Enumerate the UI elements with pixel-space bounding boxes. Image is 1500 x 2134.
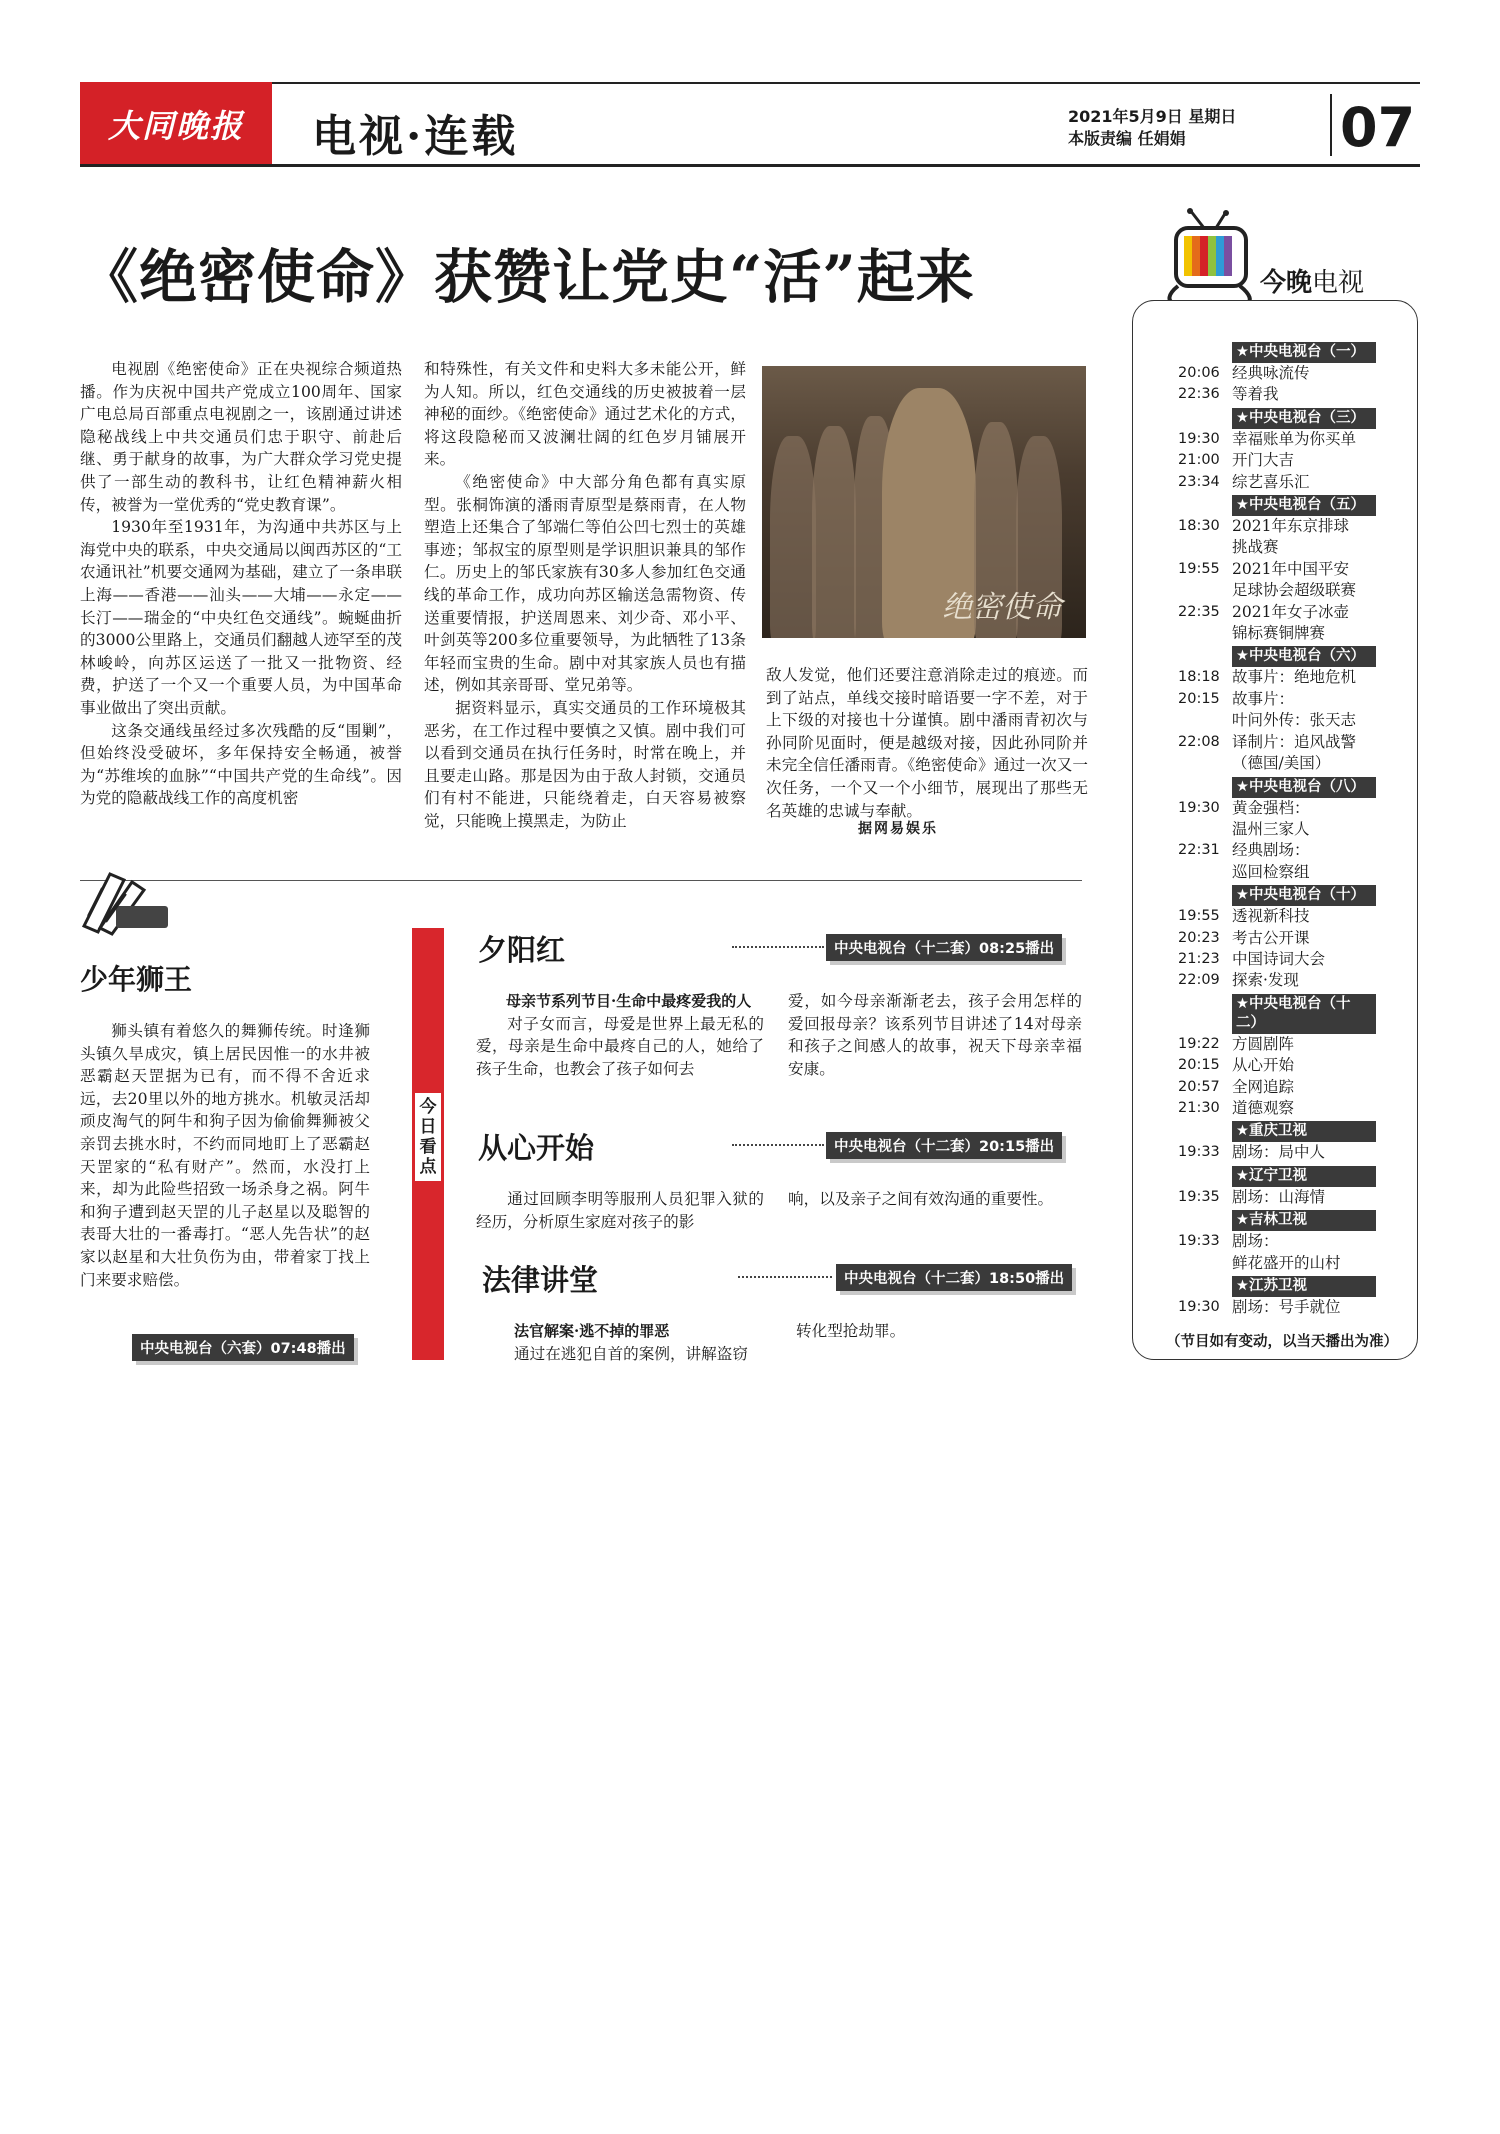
- program-title: 法律讲堂: [482, 1263, 599, 1297]
- page-number: 07: [1340, 96, 1416, 159]
- article-paragraph: 这条交通线虽经过多次残酷的反“围剿”，但始终没受破坏，多年保持安全畅通，被誉为“苏维埃的血脉”“中国共产党的生命线”。因为党的隐蔽战线工作的高度机密: [80, 721, 402, 808]
- program-airtime-tag: 中央电视台（十二套）20:15播出: [826, 1132, 1062, 1159]
- tv-program-time: 19:55: [1178, 560, 1220, 577]
- tv-channel-header: ★江苏卫视: [1232, 1276, 1376, 1297]
- program-airtime-tag: 中央电视台（十二套）08:25播出: [826, 934, 1062, 961]
- program-text-column: [788, 990, 1082, 1080]
- program-text: 通过在逃犯自首的案例，讲解盗窃: [514, 1344, 748, 1363]
- article-credit: 据网易娱乐: [858, 821, 938, 837]
- tv-program-title: 透视新科技: [1232, 907, 1310, 926]
- tv-program-time: 19:33: [1178, 1233, 1220, 1250]
- program-text: 对子女而言，母爱是世界上最无私的爱，母亲是生命中最疼自己的人，她给了孩子生命，也教会了孩子如何去: [476, 1014, 764, 1078]
- tv-program-row: [1160, 862, 1410, 883]
- tv-program-title: 道德观察: [1232, 1098, 1295, 1117]
- tv-program-time: 21:23: [1178, 950, 1220, 967]
- tv-program-time: [1160, 580, 1232, 601]
- tv-program-row: [1160, 363, 1410, 384]
- tv-channel-header: ★中央电视台（五）: [1232, 495, 1376, 516]
- tv-program-title: （德国/美国）: [1232, 754, 1331, 773]
- program-leader-dots: [732, 946, 824, 948]
- program-text-column: [476, 1188, 764, 1233]
- tv-program-title: 剧场：号手就位: [1232, 1298, 1341, 1316]
- tv-listings-heading: [1260, 262, 1364, 299]
- tv-program-row: [1160, 906, 1410, 927]
- program-leader-dots: [738, 1276, 832, 1278]
- program-subhead: 母亲节系列节目·生命中最疼爱我的人: [506, 992, 752, 1010]
- feature-paragraph: 狮头镇有着悠久的舞狮传统。时逢狮头镇久旱成灾，镇上居民因惟一的水井被恶霸赵天罡据为已有，而不得不舍近求远，去20里以外的地方挑水。机敏灵活却顽皮淘气的阿牛和狗子因为偷偷舞狮被父亲罚去挑水时，不约而同地盯上了恶霸赵天罡家的“私有财产”。然而，水没打上来，却为此险些招致一场杀身之祸。阿牛和狗子遭到赵天罡的儿子赵星以及聪智的表哥大壮的一番毒打。“恶人先告状”的赵家以赵星和大壮负伤为由，带着家丁找上门来要求赔偿。: [80, 1022, 370, 1289]
- article-column-3: [766, 664, 1088, 822]
- program-text: 转化型抢劫罪。: [796, 1322, 906, 1340]
- tv-program-title: 等着我: [1232, 385, 1279, 404]
- program-text: 爱，如今母亲渐渐老去，孩子会用怎样的爱回报母亲？该系列节目讲述了14对母亲和孩子之间感人的故事，祝天下母亲幸福安康。: [788, 992, 1082, 1078]
- today-pick-char: 今: [419, 1097, 437, 1117]
- article-paragraph: 据资料显示，真实交通员的工作环境极其恶劣，在工作过程中要慎之又慎。剧中我们可以看到交通员在执行任务时，时常在晚上，并且要走山路。那是因为由于敌人封锁，交通员们有村不能进，只能绕着走，白天容易被察觉，只能晚上摸黑走，为防止: [424, 698, 746, 830]
- tv-program-time: 20:15: [1178, 1057, 1220, 1074]
- article-column-2: [424, 358, 746, 832]
- tv-program-time: [1160, 623, 1232, 644]
- program-title: 从心开始: [478, 1131, 595, 1165]
- tv-program-row: [1160, 1034, 1410, 1055]
- tv-program-title: 故事片：: [1232, 689, 1295, 708]
- tv-program-title: 巡回检察组: [1232, 862, 1310, 881]
- tv-program-row: [1160, 559, 1410, 580]
- program-airtime-tag: 中央电视台（十二套）18:50播出: [836, 1264, 1072, 1291]
- tv-program-title: 温州三家人: [1232, 819, 1310, 838]
- tv-program-time: [1160, 862, 1232, 883]
- feature-body: [80, 1020, 370, 1291]
- tv-program-row: [1160, 928, 1410, 949]
- tv-program-time: [1160, 819, 1232, 840]
- photo-calligraphy-title: 绝密使命: [942, 590, 1062, 625]
- tv-program-time: 22:08: [1178, 733, 1220, 750]
- tv-program-time: 19:30: [1178, 430, 1220, 447]
- drama-still-photo: [762, 366, 1086, 638]
- tv-program-time: [1160, 753, 1232, 774]
- section-title: 电视·连载: [312, 111, 519, 162]
- article-paragraph: 和特殊性，有关文件和史料大多未能公开，鲜为人知。所以，红色交通线的历史被披着一层神秘的面纱。《绝密使命》通过艺术化的方式，将这段隐秘而又波澜壮阔的红色岁月铺展开来。: [424, 360, 746, 469]
- tv-program-title: 剧场：山海情: [1232, 1187, 1326, 1206]
- tv-program-row: [1160, 580, 1410, 601]
- tv-channel-header: ★辽宁卫视: [1232, 1166, 1376, 1187]
- tv-program-time: [1160, 710, 1232, 731]
- tv-program-time: 18:30: [1178, 518, 1220, 535]
- tv-program-row: [1160, 602, 1410, 623]
- television-icon: [1164, 208, 1264, 308]
- article-paragraph: 《绝密使命》中大部分角色都有真实原型。张桐饰演的潘雨青原型是蔡雨青，在人物塑造上还集合了邹端仁等伯公凹七烈士的英雄事迹；邹叔宝的原型则是学识胆识兼具的邹作仁。历史上的邹氏家族有30多人参加红色交通线的革命工作，成功向苏区输送急需物资、传送重要情报，护送周恩来、刘少奇、邓小平、叶剑英等200多位重要领导，为此牺牲了13条年轻而宝贵的生命。剧中对其家族人员也有描述，例如其亲哥哥、堂兄弟等。: [424, 472, 746, 695]
- tv-program-row: [1160, 1187, 1410, 1208]
- feature-title: 少年狮王: [80, 963, 193, 996]
- tv-channel-header: ★重庆卫视: [1232, 1121, 1376, 1142]
- newspaper-logo: [80, 82, 272, 166]
- tv-program-row: [1160, 1253, 1410, 1274]
- article-paragraph: 1930年至1931年，为沟通中共苏区与上海党中央的联系，中央交通局以闽西苏区的“工农通讯社”机要交通网为基础，建立了一条串联上海——香港——汕头——大埔——永定——长汀——瑞金的“中央红色交通线”。蜿蜒曲折的3000公里路上，交通员们翻越人迹罕至的茂林峻岭，向苏区运送了一批又一批物资、经费，护送了一个又一个重要人员，为中国革命事业做出了突出贡献。: [80, 518, 402, 717]
- tv-program-time: 23:34: [1178, 473, 1220, 490]
- tv-program-title: 幸福账单为你买单: [1232, 429, 1357, 448]
- tv-program-row: [1160, 1231, 1410, 1252]
- tv-program-title: 锦标赛铜牌赛: [1232, 624, 1326, 643]
- program-text: 响，以及亲子之间有效沟通的重要性。: [788, 1190, 1054, 1208]
- tv-program-row: [1160, 732, 1410, 753]
- tv-program-row: [1160, 753, 1410, 774]
- section-divider: [80, 880, 1082, 881]
- tv-program-time: 19:22: [1178, 1035, 1220, 1052]
- article-column-1: [80, 358, 402, 810]
- tv-program-row: [1160, 1142, 1410, 1163]
- tv-program-time: 22:09: [1178, 972, 1220, 989]
- tv-program-title: 译制片：追风战警: [1232, 732, 1357, 751]
- tv-program-row: [1160, 949, 1410, 970]
- article-paragraph: 敌人发觉，他们还要注意消除走过的痕迹。而到了站点，单线交接时暗语要一字不差，对于上下级的对接也十分谨慎。剧中潘雨青初次与孙同阶见面时，便是越级对接，因此孙同阶并未完全信任潘雨青。《绝密使命》通过一次又一次任务，一个又一个小细节，展现出了那些无名英雄的忠诚与奉献。: [766, 666, 1088, 820]
- tv-program-title: 综艺喜乐汇: [1232, 472, 1310, 491]
- tv-program-time: 20:23: [1178, 929, 1220, 946]
- film-reel-icon: [80, 866, 172, 936]
- tv-heading-bold: 今晚: [1260, 268, 1313, 298]
- program-text: 通过回顾李明等服刑人员犯罪入狱的经历，分析原生家庭对孩子的影: [476, 1190, 764, 1231]
- tv-program-title: 挑战赛: [1232, 538, 1279, 557]
- program-text-column: [788, 1188, 1082, 1211]
- tv-program-title: 经典咏流传: [1232, 364, 1310, 382]
- tv-program-title: 开门大吉: [1232, 451, 1295, 470]
- tv-channel-header: ★中央电视台（六）: [1232, 646, 1376, 667]
- tv-program-time: 22:31: [1178, 842, 1220, 859]
- tv-channel-header: ★中央电视台（十二）: [1232, 994, 1376, 1034]
- tv-listings-note: （节目如有变动，以当天播出为准）: [1166, 1334, 1398, 1350]
- tv-program-row: [1160, 667, 1410, 688]
- tv-program-row: [1160, 537, 1410, 558]
- tv-channel-header: ★中央电视台（八）: [1232, 777, 1376, 798]
- tv-program-title: 叶问外传：张天志: [1232, 711, 1357, 730]
- tv-program-row: [1160, 1077, 1410, 1098]
- masthead-bottom-rule: [80, 164, 1420, 167]
- tv-program-title: 故事片：绝地危机: [1232, 668, 1357, 687]
- tv-program-title: 方圆剧阵: [1232, 1034, 1295, 1053]
- program-title: 夕阳红: [478, 933, 566, 967]
- tv-channel-header: ★中央电视台（一）: [1232, 342, 1376, 363]
- tv-program-row: [1160, 472, 1410, 493]
- tv-program-title: 探索·发现: [1232, 971, 1299, 990]
- tv-program-title: 2021年东京排球: [1232, 517, 1349, 536]
- feature-airtime-tag: 中央电视台（六套）07:48播出: [132, 1334, 354, 1361]
- tv-program-row: [1160, 710, 1410, 731]
- tv-program-time: 19:55: [1178, 908, 1220, 925]
- logo-text: 大同晚报: [107, 107, 244, 145]
- tv-program-time: 20:57: [1178, 1078, 1220, 1095]
- today-pick-char: 看: [419, 1137, 437, 1157]
- tv-program-title: 经典剧场：: [1232, 841, 1310, 860]
- tv-program-row: [1160, 623, 1410, 644]
- page-number-divider: [1330, 94, 1332, 156]
- tv-heading-rest: 电视: [1312, 268, 1365, 298]
- tv-program-row: [1160, 429, 1410, 450]
- tv-program-title: 足球协会超级联赛: [1232, 581, 1357, 600]
- program-subhead: 法官解案·逃不掉的罪恶: [514, 1322, 670, 1340]
- tv-program-row: [1160, 689, 1410, 710]
- tv-program-time: 20:15: [1178, 690, 1220, 707]
- tv-program-row: [1160, 516, 1410, 537]
- issue-date: 2021年5月9日 星期日: [1068, 107, 1237, 126]
- tv-program-title: 全网追踪: [1232, 1077, 1295, 1096]
- tv-program-title: 黄金强档：: [1232, 798, 1310, 817]
- tv-channel-header: ★中央电视台（十）: [1232, 885, 1376, 906]
- masthead-top-rule: [80, 82, 1420, 84]
- tv-program-title: 中国诗词大会: [1232, 949, 1326, 968]
- issue-editor: 本版责编 任娟娟: [1068, 129, 1186, 148]
- tv-program-title: 2021年中国平安: [1232, 559, 1349, 578]
- tv-program-time: 19:30: [1178, 1299, 1220, 1315]
- program-text-column: [796, 1320, 996, 1343]
- tv-program-row: [1160, 1098, 1410, 1119]
- tv-program-time: 19:30: [1178, 799, 1220, 816]
- today-pick-char: 点: [419, 1157, 437, 1177]
- tv-program-row: [1160, 1297, 1410, 1318]
- tv-program-time: 19:33: [1178, 1144, 1220, 1161]
- tv-program-time: 20:06: [1178, 365, 1220, 381]
- tv-listings: [1160, 340, 1410, 1318]
- article-paragraph: 电视剧《绝密使命》正在央视综合频道热播。作为庆祝中国共产党成立100周年、国家广电总局百部重点电视剧之一，该剧通过讲述隐秘战线上中共交通员们忠于职守、前赴后继、勇于献身的故事，为广大群众学习党史提供了一部生动的教科书，让红色精神薪火相传，被誉为一堂优秀的“党史教育课”。: [80, 360, 402, 514]
- tv-program-row: [1160, 1055, 1410, 1076]
- tv-program-time: 18:18: [1178, 669, 1220, 686]
- today-pick-label: [414, 1092, 442, 1182]
- tv-program-time: 22:36: [1178, 386, 1220, 403]
- tv-program-row: [1160, 798, 1410, 819]
- tv-program-title: 剧场：: [1232, 1232, 1279, 1251]
- tv-program-row: [1160, 970, 1410, 991]
- tv-program-row: [1160, 450, 1410, 471]
- tv-channel-header: ★中央电视台（三）: [1232, 408, 1376, 429]
- tv-program-title: 从心开始: [1232, 1056, 1295, 1075]
- tv-program-row: [1160, 840, 1410, 861]
- tv-channel-header: ★吉林卫视: [1232, 1210, 1376, 1231]
- tv-program-title: 2021年女子冰壶: [1232, 602, 1349, 621]
- tv-program-row: [1160, 384, 1410, 405]
- article-headline: 《绝密使命》获赞让党史“活”起来: [80, 243, 975, 311]
- tv-program-time: 21:00: [1178, 452, 1220, 469]
- program-leader-dots: [732, 1144, 824, 1146]
- tv-program-title: 剧场：局中人: [1232, 1143, 1326, 1162]
- tv-program-time: [1160, 1253, 1232, 1274]
- tv-program-title: 考古公开课: [1232, 928, 1310, 947]
- tv-program-time: 22:35: [1178, 603, 1220, 620]
- program-text-column: [514, 1320, 774, 1365]
- tv-program-time: 21:30: [1178, 1099, 1220, 1116]
- tv-program-time: 19:35: [1178, 1188, 1220, 1205]
- tv-program-row: [1160, 819, 1410, 840]
- tv-program-time: [1160, 537, 1232, 558]
- program-text-column: [476, 990, 764, 1080]
- today-pick-char: 日: [419, 1117, 437, 1137]
- tv-program-title: 鲜花盛开的山村: [1232, 1253, 1341, 1272]
